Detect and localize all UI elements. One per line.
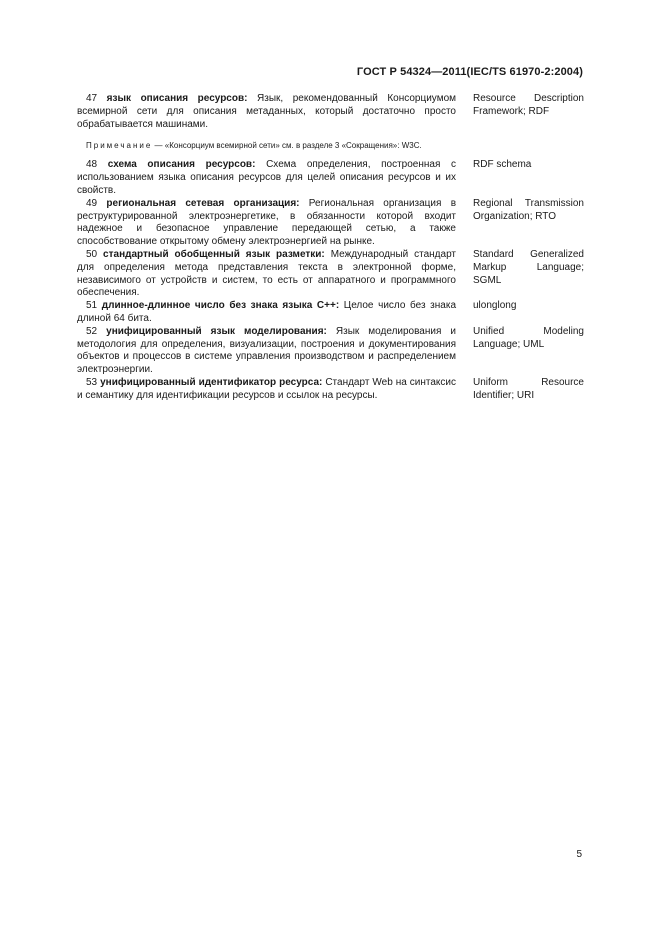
- entry-term: унифицированный идентификатор ресурса:: [100, 376, 323, 388]
- note-label: Примечание: [86, 141, 153, 151]
- entry-english-term: Resource Description Framework; RDF: [473, 93, 584, 117]
- entry-number: 50: [86, 248, 98, 260]
- entry-english-term: Unified Modeling Language; UML: [473, 325, 584, 350]
- entry-number: 52: [86, 325, 98, 337]
- glossary-entry-47: [77, 93, 584, 131]
- glossary-entry-48: [77, 159, 584, 197]
- glossary-entry-49: [77, 198, 584, 249]
- entry-definition-ru: [77, 326, 456, 377]
- glossary-entry-51: [77, 300, 584, 326]
- entry-english-term: RDF schema: [473, 159, 532, 171]
- entry-number: 53: [86, 376, 98, 388]
- entry-definition-ru: [77, 377, 456, 403]
- entry-english-term: Standard Generalized Markup Language; SGML: [473, 248, 584, 286]
- entry-english-term: ulonglong: [473, 300, 517, 312]
- entry-definition-text: Региональная организация в реструктурированной электроэнергетике, в обязанности которой входит надежное и безопасное управление передающей сетью, а также способствование открытому обмену электроэнергией на рынке.: [77, 197, 457, 248]
- entry-definition-ru: [77, 249, 456, 300]
- entry-term: унифицированный язык моделирования:: [106, 325, 327, 337]
- entry-definition-text: Язык, рекомендованный Консорциумом всемирной сети для описания метаданных, который достаточно просто обрабатывается машинами.: [77, 93, 457, 130]
- entry-definition-text: Язык моделирования и методология для определения, визуализации, построения и документирования объектов и процессов в системе управления производством и распределением электроэнергии.: [77, 325, 457, 376]
- entry-definition-text: Стандарт Web на синтаксис и семантику для идентификации ресурсов и ссылок на ресурсы.: [77, 376, 456, 401]
- entry-term: стандартный обобщенный язык разметки:: [103, 248, 325, 260]
- note-text: — «Консорциум всемирной сети» см. в разделе 3 «Сокращения»: W3C.: [154, 141, 422, 151]
- glossary-entry-50: [77, 249, 584, 300]
- glossary-entry-52: [77, 326, 584, 377]
- entry-term: длинное-длинное число без знака языка С++:: [101, 300, 340, 312]
- entry-definition-ru: [77, 93, 456, 131]
- entry-english-term: Uniform Resource Identifier; URI: [473, 376, 584, 401]
- entry-number: 49: [86, 197, 98, 209]
- entry-term: язык описания ресурсов:: [106, 93, 248, 104]
- entry-definition-ru: [77, 198, 456, 249]
- entry-term: схема описания ресурсов:: [107, 159, 256, 171]
- entry-number: 51: [86, 300, 98, 312]
- entry-definition-text: Целое число без знака длиной 64 бита.: [77, 300, 456, 324]
- entry-definition-text: Международный стандарт для определения метода представления текста в электронной форме, независимого от устройств и систем, то есть от аппаратного и программного обеспечения.: [77, 248, 457, 299]
- page-number: 5: [576, 849, 582, 860]
- entry-definition-ru: [77, 159, 456, 197]
- entry-term: региональная сетевая организация:: [106, 197, 300, 209]
- entry-definition-text: Схема определения, построенная с использованием языка описания ресурсов для целей описания ресурсов и их свойств.: [77, 159, 457, 196]
- entry-definition-ru: [77, 300, 456, 326]
- entry-number: 47: [86, 93, 98, 104]
- entry-number: 48: [86, 159, 98, 171]
- document-header: ГОСТ Р 54324—2011(IEC/TS 61970-2:2004): [356, 66, 583, 78]
- glossary-entry-53: [77, 377, 584, 403]
- glossary-content: [77, 93, 584, 403]
- note: [77, 140, 456, 152]
- entry-english-term: Regional Transmission Organization; RTO: [473, 197, 584, 222]
